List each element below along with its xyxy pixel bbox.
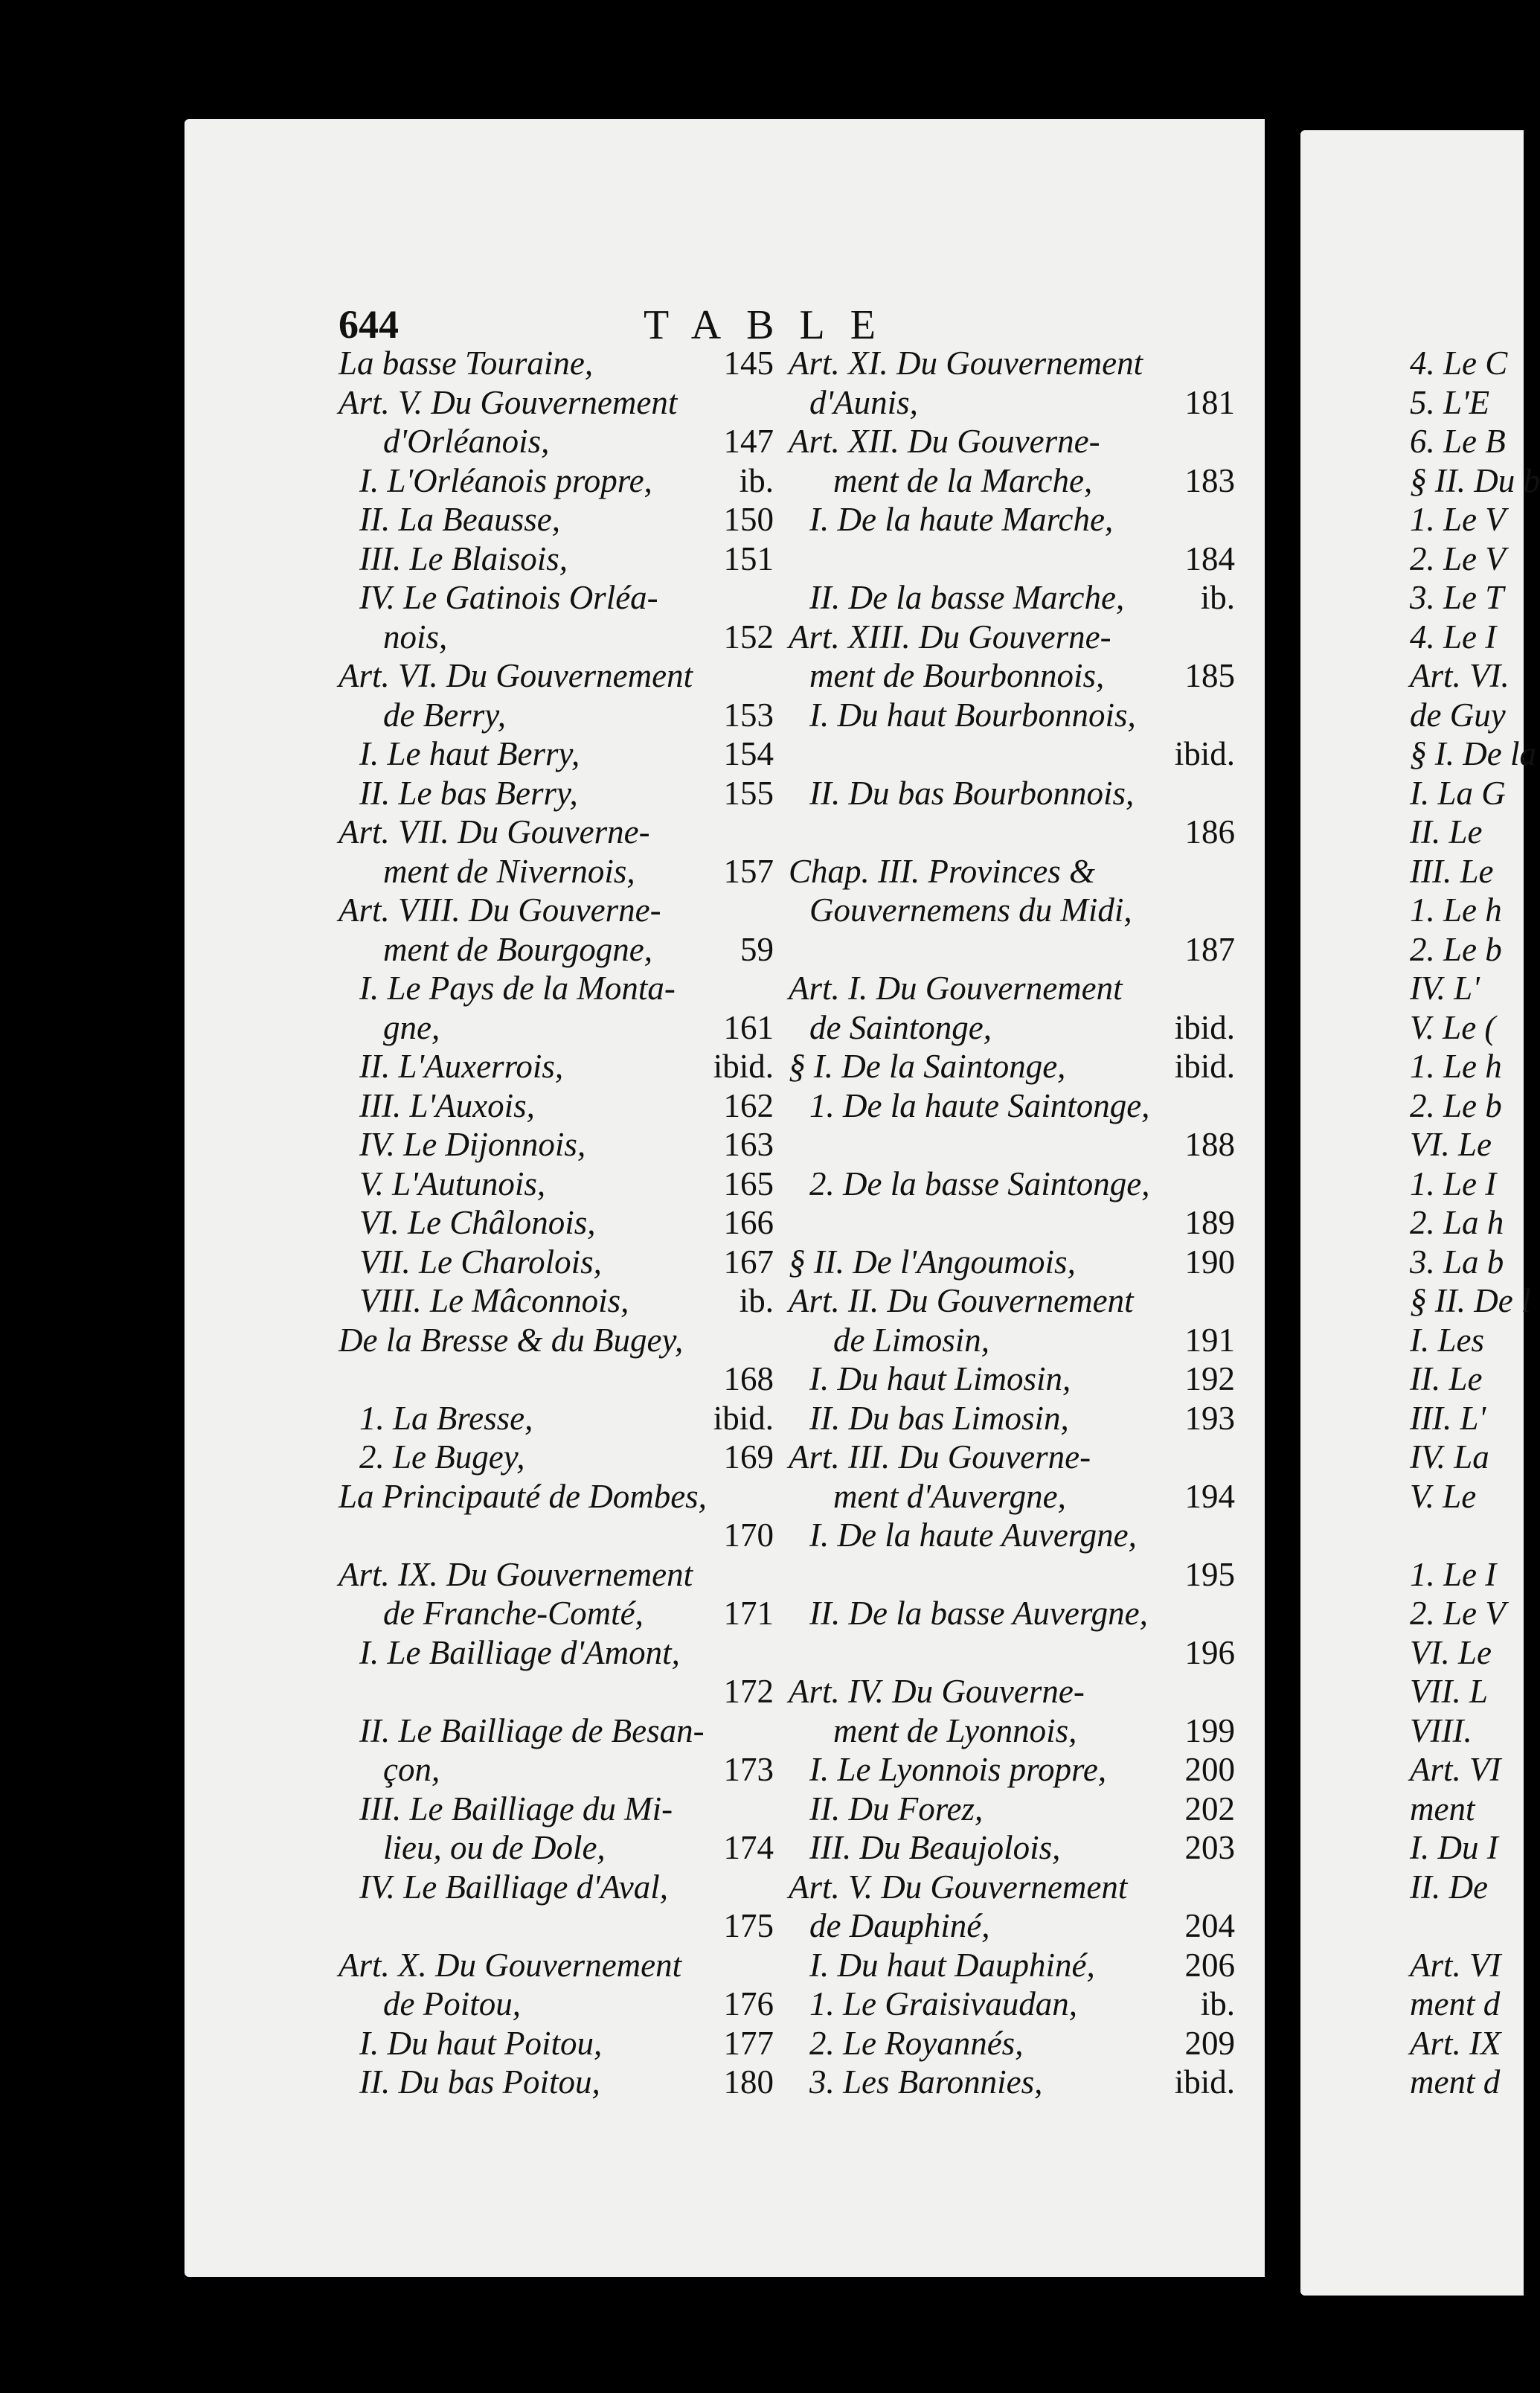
toc-entry-fragment: 1. Le h — [1410, 891, 1502, 929]
toc-entry-fragment: 1. Le I — [1410, 1165, 1497, 1202]
toc-entry — [339, 656, 774, 696]
toc-entry — [339, 1008, 774, 1048]
toc-entry-title: de Limosin, — [833, 1321, 990, 1359]
toc-entry — [789, 500, 1235, 539]
toc-entry-fragment: I. La G — [1410, 774, 1506, 812]
toc-entry — [339, 344, 774, 383]
toc-entry-title: IV. Le Bailliage d'Aval, — [359, 1868, 668, 1906]
toc-entry — [789, 1868, 1235, 1907]
toc-entry — [789, 1633, 1235, 1673]
toc-entry — [789, 1711, 1235, 1751]
toc-entry-title: III. L'Auxois, — [359, 1086, 535, 1124]
toc-entry-fragment: 3. Le T — [1410, 579, 1504, 616]
toc-entry-title: La basse Touraine, — [339, 345, 594, 382]
toc-entry-title: de Saintonge, — [809, 1008, 992, 1046]
toc-entry-fragment — [1410, 1516, 1529, 1555]
toc-entry-title: 1. De la haute Saintonge, — [809, 1086, 1150, 1124]
toc-entry — [339, 1984, 774, 2024]
toc-entry-title: I. De la haute Auvergne, — [809, 1516, 1137, 1554]
toc-column-middle — [789, 344, 1235, 2102]
toc-entry-page: 153 — [723, 696, 774, 734]
toc-entry — [339, 1594, 774, 1633]
toc-entry — [339, 1828, 774, 1868]
toc-entry — [339, 930, 774, 970]
toc-entry — [339, 1281, 774, 1321]
toc-entry-title: IV. Le Dijonnois, — [359, 1126, 586, 1163]
toc-entry-title: I. De la haute Marche, — [809, 501, 1114, 538]
toc-entry-title: II. La Beausse, — [359, 501, 560, 538]
toc-entry-title: I. Du haut Dauphiné, — [809, 1946, 1095, 1984]
toc-entry-page: 150 — [723, 501, 774, 538]
toc-entry — [339, 1633, 774, 1673]
toc-entry-page: ibid. — [1174, 1008, 1235, 1046]
toc-entry-title: 1. Le Graisivaudan, — [809, 1985, 1077, 2022]
toc-entry-page: 204 — [1184, 1907, 1235, 1944]
toc-entry-title: ment de Bourgogne, — [383, 930, 652, 968]
toc-entry — [789, 578, 1235, 618]
toc-entry-page: 151 — [723, 539, 774, 577]
toc-entry — [789, 539, 1235, 579]
toc-entry-title: Art. VIII. Du Gouverne- — [339, 891, 661, 929]
toc-entry — [789, 1790, 1235, 1829]
toc-entry-fragment: ment — [1410, 1790, 1475, 1827]
toc-entry — [789, 1750, 1235, 1790]
toc-entry-title: I. Le Bailliage d'Amont, — [359, 1633, 680, 1671]
toc-entry-title: de Poitou, — [383, 1985, 521, 2022]
toc-entry-title: de Berry, — [383, 696, 506, 734]
toc-entry-page: 152 — [723, 618, 774, 656]
toc-entry-fragment: Art. IX — [1410, 2024, 1501, 2062]
toc-entry-title: gne, — [383, 1008, 440, 1046]
toc-entry — [789, 1828, 1235, 1868]
toc-entry — [339, 422, 774, 461]
toc-entry-page: 199 — [1184, 1711, 1235, 1749]
toc-entry — [339, 1438, 774, 1477]
toc-entry-page: 171 — [723, 1595, 774, 1632]
toc-entry — [789, 891, 1235, 930]
toc-entry-page: 200 — [1184, 1751, 1235, 1788]
toc-entry-page: 209 — [1184, 2024, 1235, 2062]
toc-entry-title: Art. X. Du Gouvernement — [339, 1946, 682, 1984]
page-header — [339, 301, 1343, 346]
toc-entry-page: 172 — [723, 1673, 774, 1710]
toc-entry-page: 169 — [723, 1438, 774, 1476]
toc-entry — [789, 1946, 1235, 1985]
toc-entry — [339, 1711, 774, 1751]
toc-entry — [789, 1321, 1235, 1360]
toc-entry-fragment: 4. Le C — [1410, 345, 1508, 382]
toc-entry — [339, 1906, 774, 1946]
toc-entry-title: Art. XIII. Du Gouverne- — [789, 618, 1111, 656]
toc-entry-page: 176 — [723, 1985, 774, 2022]
toc-entry-title: II. Le Bailliage de Besan- — [359, 1711, 705, 1749]
toc-entry-fragment: II. Le — [1410, 1360, 1483, 1397]
toc-entry-fragment: VIII. — [1410, 1711, 1472, 1749]
toc-entry-title: III. Du Beaujolois, — [809, 1829, 1061, 1866]
toc-entry-page: ibid. — [713, 1399, 774, 1437]
toc-entry-page: 59 — [740, 930, 774, 968]
toc-entry-title: II. Du bas Poitou, — [359, 2063, 600, 2101]
toc-entry-title: Art. IV. Du Gouverne- — [789, 1673, 1085, 1710]
toc-entry — [339, 891, 774, 930]
toc-entry — [339, 1165, 774, 1204]
toc-entry-title: III. Le Blaisois, — [359, 539, 568, 577]
toc-entry — [339, 1672, 774, 1711]
toc-entry-page: 193 — [1184, 1399, 1235, 1437]
toc-entry-title: nois, — [383, 618, 448, 656]
toc-entry — [789, 1125, 1235, 1165]
toc-entry — [789, 1165, 1235, 1204]
toc-entry — [339, 1555, 774, 1595]
toc-entry — [339, 1946, 774, 1985]
toc-entry-title: ment d'Auvergne, — [833, 1477, 1066, 1515]
toc-entry-title: I. Le Lyonnois propre, — [809, 1751, 1107, 1788]
toc-entry-fragment: ment d — [1410, 2063, 1501, 2101]
toc-entry — [339, 1203, 774, 1243]
toc-entry-title: II. Du bas Bourbonnois, — [809, 774, 1135, 812]
toc-entry-page: ib. — [1200, 1985, 1235, 2022]
toc-entry-page: 202 — [1184, 1790, 1235, 1827]
toc-entry-page: 175 — [723, 1907, 774, 1944]
toc-entry — [339, 969, 774, 1008]
toc-entry-title: Art. I. Du Gouvernement — [789, 970, 1123, 1007]
toc-entry-page: 147 — [723, 423, 774, 460]
toc-entry-title: III. Le Bailliage du Mi- — [359, 1790, 673, 1827]
toc-entry-fragment: § II. De l — [1410, 1282, 1531, 1319]
toc-entry — [789, 1594, 1235, 1633]
toc-entry-title: Art. XII. Du Gouverne- — [789, 423, 1100, 460]
toc-entry-page: 192 — [1184, 1360, 1235, 1397]
toc-entry — [789, 1438, 1235, 1477]
toc-entry-title: ment de la Marche, — [833, 461, 1093, 499]
toc-entry-title: V. L'Autunois, — [359, 1165, 546, 1202]
toc-entry-title: Chap. III. Provinces & — [789, 852, 1095, 890]
toc-entry-title: ment de Bourbonnois, — [809, 657, 1105, 694]
toc-entry-fragment: 2. Le V — [1410, 1595, 1506, 1632]
toc-entry-page: 184 — [1184, 539, 1235, 577]
toc-entry — [789, 1008, 1235, 1048]
toc-entry — [789, 1906, 1235, 1946]
toc-entry-fragment: § I. De la — [1410, 735, 1536, 772]
toc-entry — [339, 1516, 774, 1555]
toc-entry-fragment: V. Le ( — [1410, 1008, 1496, 1046]
toc-entry — [339, 696, 774, 735]
toc-entry — [789, 383, 1235, 423]
toc-entry — [339, 1125, 774, 1165]
toc-entry — [789, 930, 1235, 970]
toc-entry-title: II. Le bas Berry, — [359, 774, 578, 812]
toc-entry-page: 191 — [1184, 1321, 1235, 1359]
toc-entry-fragment: 4. Le I — [1410, 618, 1497, 656]
toc-entry — [789, 1672, 1235, 1711]
toc-entry-fragment: § II. Du b — [1410, 461, 1540, 499]
toc-entry — [339, 2024, 774, 2063]
toc-entry-fragment: 2. Le b — [1410, 930, 1502, 968]
toc-entry-page: 206 — [1184, 1946, 1235, 1984]
toc-entry-page: 183 — [1184, 461, 1235, 499]
toc-entry-page: 189 — [1184, 1204, 1235, 1241]
toc-entry — [339, 2063, 774, 2102]
toc-entry-title: 2. Le Bugey, — [359, 1438, 525, 1476]
toc-entry-page: 165 — [723, 1165, 774, 1202]
page-gutter — [1265, 104, 1302, 2307]
toc-entry-title: La Principauté de Dombes, — [339, 1477, 707, 1515]
toc-entry — [339, 383, 774, 423]
toc-entry-page: 161 — [723, 1008, 774, 1046]
toc-column-right-partial — [1410, 344, 1540, 2102]
toc-entry-title: ment de Nivernois, — [383, 852, 635, 890]
toc-entry-page: ib. — [739, 1282, 774, 1319]
toc-entry-title: d'Aunis, — [809, 383, 918, 421]
toc-entry — [789, 1359, 1235, 1399]
toc-entry-fragment: 6. Le B — [1410, 423, 1506, 460]
toc-entry-title: Art. VI. Du Gouvernement — [339, 657, 693, 694]
toc-entry — [789, 1555, 1235, 1595]
toc-entry — [339, 852, 774, 891]
toc-entry-fragment: Art. VI — [1410, 1946, 1501, 1984]
toc-entry-page: 166 — [723, 1204, 774, 1241]
toc-entry-page: ibid. — [713, 1048, 774, 1085]
toc-entry-title: 2. De la basse Saintonge, — [809, 1165, 1150, 1202]
toc-entry-fragment: 2. Le b — [1410, 1086, 1502, 1124]
toc-entry-page: ib. — [739, 461, 774, 499]
toc-entry — [789, 422, 1235, 461]
toc-entry-title: Art. VII. Du Gouverne- — [339, 813, 650, 850]
toc-entry — [339, 813, 774, 852]
toc-entry-page: 155 — [723, 774, 774, 812]
toc-entry-page: 196 — [1184, 1633, 1235, 1671]
toc-entry-title: I. Le haut Berry, — [359, 735, 580, 772]
toc-entry — [789, 656, 1235, 696]
toc-entry-page: 163 — [723, 1126, 774, 1163]
toc-entry-page: 167 — [723, 1243, 774, 1281]
toc-entry — [789, 734, 1235, 774]
toc-entry-title: II. L'Auxerrois, — [359, 1048, 564, 1085]
toc-entry-page: 162 — [723, 1086, 774, 1124]
toc-entry-page: 186 — [1184, 813, 1235, 850]
toc-entry-page: 154 — [723, 735, 774, 772]
toc-entry — [789, 852, 1235, 891]
toc-entry — [789, 2024, 1235, 2063]
toc-entry-title: II. Du Forez, — [809, 1790, 984, 1827]
toc-entry — [339, 539, 774, 579]
toc-entry-title: II. Du bas Limosin, — [809, 1399, 1069, 1437]
toc-entry-title: de Franche-Comté, — [383, 1595, 644, 1632]
toc-entry-title: De la Bresse & du Bugey, — [339, 1321, 684, 1359]
toc-entry-title: I. Du haut Bourbonnois, — [809, 696, 1136, 734]
toc-entry-title: 1. La Bresse, — [359, 1399, 533, 1437]
toc-entry-title: Art. V. Du Gouvernement — [339, 383, 678, 421]
toc-entry-page: ibid. — [1174, 735, 1235, 772]
toc-entry-title: VI. Le Châlonois, — [359, 1204, 596, 1241]
toc-entry-page: 170 — [723, 1516, 774, 1554]
toc-entry-fragment: II. Le — [1410, 813, 1483, 850]
toc-entry-fragment: 1. Le V — [1410, 501, 1506, 538]
toc-entry-fragment: III. L' — [1410, 1399, 1486, 1437]
toc-entry-fragment: VII. L — [1410, 1673, 1488, 1710]
toc-entry-page: 185 — [1184, 657, 1235, 694]
toc-entry-fragment — [1410, 1906, 1529, 1946]
toc-entry-page: 203 — [1184, 1829, 1235, 1866]
page-number: 644 — [339, 302, 399, 347]
toc-entry — [789, 696, 1235, 735]
toc-entry-fragment: III. Le — [1410, 852, 1494, 890]
toc-entry-page: ib. — [1200, 579, 1235, 616]
toc-entry-fragment: II. De — [1410, 1868, 1488, 1906]
toc-entry-page: 180 — [723, 2063, 774, 2101]
toc-entry — [789, 1984, 1235, 2024]
toc-entry — [789, 1203, 1235, 1243]
toc-entry-title: Art. II. Du Gouvernement — [789, 1282, 1134, 1319]
toc-column-left — [339, 344, 774, 2102]
toc-entry-fragment: de Guy — [1410, 696, 1506, 734]
toc-entry — [789, 2063, 1235, 2102]
toc-entry-fragment: Art. VI. — [1410, 657, 1509, 694]
toc-entry-page: 187 — [1184, 930, 1235, 968]
toc-entry-fragment: I. Les — [1410, 1321, 1484, 1359]
toc-entry — [339, 1750, 774, 1790]
toc-entry — [339, 774, 774, 813]
toc-entry — [789, 1516, 1235, 1555]
toc-entry — [789, 969, 1235, 1008]
toc-entry-fragment: Art. VI — [1410, 1751, 1501, 1788]
toc-entry-fragment: 1. Le I — [1410, 1555, 1497, 1593]
toc-entry-page: 190 — [1184, 1243, 1235, 1281]
toc-entry-title: IV. Le Gatinois Orléa- — [359, 579, 658, 616]
toc-entry-page: 195 — [1184, 1555, 1235, 1593]
toc-entry-title: I. Du haut Poitou, — [359, 2024, 603, 2062]
toc-entry-fragment: 2. La h — [1410, 1204, 1504, 1241]
toc-entry-page: 168 — [723, 1360, 774, 1397]
toc-entry — [789, 1086, 1235, 1126]
toc-entry-title: ment de Lyonnois, — [833, 1711, 1077, 1749]
toc-entry — [789, 813, 1235, 852]
toc-entry-title: 2. Le Royannés, — [809, 2024, 1024, 2062]
toc-entry — [789, 1399, 1235, 1438]
toc-entry — [339, 1359, 774, 1399]
toc-entry-page: 173 — [723, 1751, 774, 1788]
toc-entry — [789, 1243, 1235, 1282]
toc-entry-fragment: IV. La — [1410, 1438, 1489, 1476]
toc-entry-title: Gouvernemens du Midi, — [809, 891, 1132, 929]
toc-entry — [339, 1321, 774, 1360]
running-title: TABLE — [644, 302, 901, 348]
toc-entry-title: Art. IX. Du Gouvernement — [339, 1555, 693, 1593]
toc-entry-page: ibid. — [1174, 2063, 1235, 2101]
toc-entry-title: Art. V. Du Gouvernement — [789, 1868, 1128, 1906]
toc-entry-fragment: V. Le — [1410, 1477, 1477, 1515]
toc-entry-fragment: ment d — [1410, 1985, 1501, 2022]
toc-entry — [339, 461, 774, 501]
toc-entry-title: II. De la basse Auvergne, — [809, 1595, 1148, 1632]
toc-entry-title: I. Du haut Limosin, — [809, 1360, 1071, 1397]
toc-entry-title: § II. De l'Angoumois, — [789, 1243, 1076, 1281]
toc-entry — [339, 1243, 774, 1282]
toc-entry — [339, 1477, 774, 1516]
toc-entry-page: 194 — [1184, 1477, 1235, 1515]
toc-entry — [789, 1281, 1235, 1321]
toc-entry-fragment: 3. La b — [1410, 1243, 1504, 1281]
toc-entry-fragment: I. Du I — [1410, 1829, 1498, 1866]
toc-entry-page: 145 — [723, 345, 774, 382]
toc-entry-title: d'Orléanois, — [383, 423, 550, 460]
toc-entry-fragment: 2. Le V — [1410, 539, 1506, 577]
toc-entry-title: Art. III. Du Gouverne- — [789, 1438, 1091, 1476]
toc-entry — [789, 1047, 1235, 1086]
toc-entry-title: çon, — [383, 1751, 440, 1788]
toc-entry-title: 3. Les Baronnies, — [809, 2063, 1043, 2101]
toc-entry-title: VIII. Le Mâconnois, — [359, 1282, 629, 1319]
toc-entry-page: ibid. — [1174, 1048, 1235, 1085]
toc-entry — [789, 774, 1235, 813]
toc-entry — [339, 1047, 774, 1086]
toc-entry-page: 157 — [723, 852, 774, 890]
toc-entry-title: I. Le Pays de la Monta- — [359, 970, 676, 1007]
toc-entry — [339, 1399, 774, 1438]
toc-entry — [339, 1086, 774, 1126]
toc-entry-title: VII. Le Charolois, — [359, 1243, 602, 1281]
toc-entry-page: 181 — [1184, 383, 1235, 421]
toc-entry-title: Art. XI. Du Gouvernement — [789, 345, 1143, 382]
toc-entry — [339, 1790, 774, 1829]
toc-entry-fragment: IV. L' — [1410, 970, 1480, 1007]
toc-entry — [789, 461, 1235, 501]
toc-entry-page: 174 — [723, 1829, 774, 1866]
toc-entry-title: lieu, ou de Dole, — [383, 1829, 606, 1866]
toc-entry — [789, 1477, 1235, 1516]
toc-entry-fragment: 5. L'E — [1410, 383, 1490, 421]
toc-entry-fragment: VI. Le — [1410, 1126, 1492, 1163]
toc-entry — [789, 344, 1235, 383]
toc-entry-title: § I. De la Saintonge, — [789, 1048, 1066, 1085]
toc-entry — [339, 500, 774, 539]
toc-entry — [339, 578, 774, 618]
toc-entry-page: 188 — [1184, 1126, 1235, 1163]
toc-entry-page: 177 — [723, 2024, 774, 2062]
toc-entry-fragment: VI. Le — [1410, 1633, 1492, 1671]
toc-entry-title: II. De la basse Marche, — [809, 579, 1125, 616]
toc-entry — [339, 618, 774, 657]
toc-entry — [339, 1868, 774, 1907]
toc-entry-fragment: 1. Le h — [1410, 1048, 1502, 1085]
toc-entry — [339, 734, 774, 774]
toc-entry-title: I. L'Orléanois propre, — [359, 461, 652, 499]
toc-entry — [789, 618, 1235, 657]
toc-entry-title: de Dauphiné, — [809, 1907, 990, 1944]
